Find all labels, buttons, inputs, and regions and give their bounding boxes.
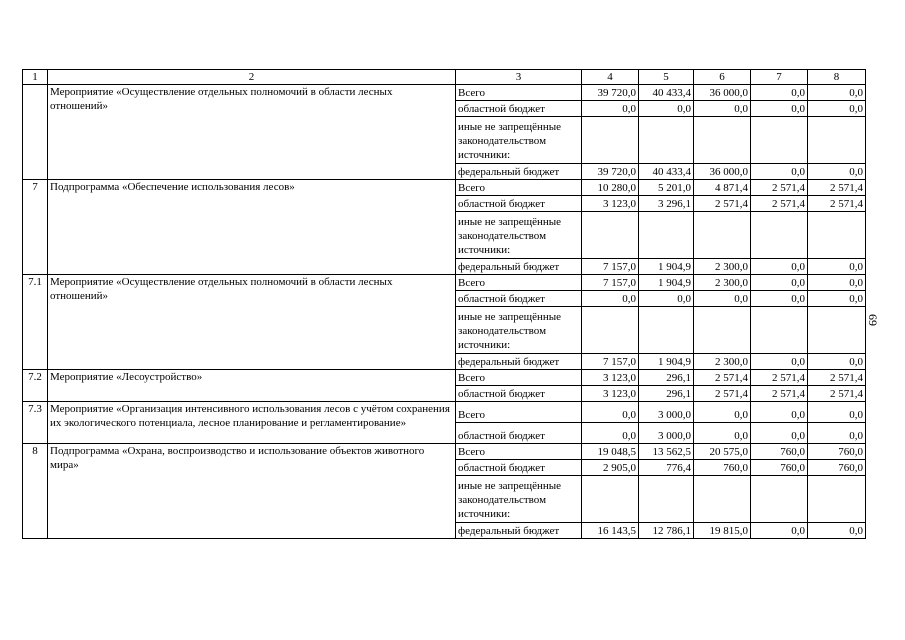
amount-cell: 0,0 — [808, 164, 866, 180]
amount-cell: 39 720,0 — [582, 164, 639, 180]
item-name: Подпрограмма «Обеспечение использования лесов» — [48, 180, 456, 275]
amount-cell — [808, 212, 866, 259]
amount-cell — [751, 307, 808, 354]
amount-cell: 0,0 — [751, 402, 808, 423]
amount-cell: 3 000,0 — [639, 423, 694, 444]
funding-source: Всего — [456, 444, 582, 460]
amount-cell: 0,0 — [751, 423, 808, 444]
budget-table — [22, 69, 866, 539]
amount-cell: 12 786,1 — [639, 523, 694, 539]
column-header: 4 — [582, 70, 639, 85]
amount-cell — [694, 212, 751, 259]
amount-cell: 2 571,4 — [808, 180, 866, 196]
funding-source: Всего — [456, 180, 582, 196]
amount-cell — [694, 307, 751, 354]
table-row — [23, 275, 866, 291]
amount-cell: 2 300,0 — [694, 275, 751, 291]
amount-cell: 10 280,0 — [582, 180, 639, 196]
amount-cell: 2 571,4 — [751, 196, 808, 212]
row-number: 8 — [23, 444, 48, 539]
item-name: Мероприятие «Организация интенсивного использования лесов с учётом сохранения их экологического потенциала, лесное планирование и регламентирование» — [48, 402, 456, 444]
amount-cell: 40 433,4 — [639, 164, 694, 180]
funding-source: Всего — [456, 275, 582, 291]
amount-cell: 776,4 — [639, 460, 694, 476]
funding-source: Всего — [456, 370, 582, 386]
amount-cell: 2 571,4 — [751, 370, 808, 386]
amount-cell: 2 571,4 — [751, 180, 808, 196]
column-header: 8 — [808, 70, 866, 85]
column-header: 1 — [23, 70, 48, 85]
amount-cell: 3 123,0 — [582, 386, 639, 402]
header-row — [23, 70, 866, 85]
table-row — [23, 370, 866, 386]
amount-cell: 40 433,4 — [639, 85, 694, 101]
amount-cell: 0,0 — [808, 402, 866, 423]
funding-source: областной бюджет — [456, 196, 582, 212]
column-header: 7 — [751, 70, 808, 85]
amount-cell: 2 571,4 — [751, 386, 808, 402]
column-header: 5 — [639, 70, 694, 85]
amount-cell: 13 562,5 — [639, 444, 694, 460]
funding-source: федеральный бюджет — [456, 354, 582, 370]
funding-source: иные не запрещённые законодательством источники: — [456, 117, 582, 164]
amount-cell: 1 904,9 — [639, 354, 694, 370]
amount-cell: 0,0 — [808, 423, 866, 444]
amount-cell: 7 157,0 — [582, 354, 639, 370]
funding-source: иные не запрещённые законодательством источники: — [456, 476, 582, 523]
amount-cell: 0,0 — [751, 101, 808, 117]
funding-source: областной бюджет — [456, 291, 582, 307]
amount-cell: 0,0 — [582, 291, 639, 307]
funding-source: областной бюджет — [456, 101, 582, 117]
table-body — [23, 70, 866, 539]
funding-source: областной бюджет — [456, 423, 582, 444]
amount-cell: 760,0 — [694, 460, 751, 476]
amount-cell: 0,0 — [582, 402, 639, 423]
amount-cell: 2 905,0 — [582, 460, 639, 476]
amount-cell — [751, 212, 808, 259]
amount-cell: 20 575,0 — [694, 444, 751, 460]
funding-source: иные не запрещённые законодательством источники: — [456, 212, 582, 259]
row-number — [23, 85, 48, 180]
amount-cell: 3 123,0 — [582, 370, 639, 386]
amount-cell: 2 571,4 — [808, 370, 866, 386]
table-row — [23, 85, 866, 101]
column-header: 6 — [694, 70, 751, 85]
amount-cell: 0,0 — [808, 259, 866, 275]
amount-cell: 0,0 — [751, 85, 808, 101]
amount-cell: 0,0 — [808, 354, 866, 370]
amount-cell — [808, 307, 866, 354]
amount-cell — [694, 476, 751, 523]
amount-cell: 36 000,0 — [694, 85, 751, 101]
amount-cell: 0,0 — [639, 101, 694, 117]
amount-cell: 36 000,0 — [694, 164, 751, 180]
funding-source: федеральный бюджет — [456, 164, 582, 180]
table-row — [23, 444, 866, 460]
amount-cell: 296,1 — [639, 370, 694, 386]
amount-cell — [751, 117, 808, 164]
amount-cell: 2 571,4 — [694, 386, 751, 402]
row-number: 7.1 — [23, 275, 48, 370]
amount-cell: 0,0 — [751, 523, 808, 539]
amount-cell: 2 571,4 — [694, 370, 751, 386]
row-number: 7 — [23, 180, 48, 275]
amount-cell: 3 123,0 — [582, 196, 639, 212]
amount-cell — [639, 476, 694, 523]
amount-cell: 2 571,4 — [808, 386, 866, 402]
amount-cell: 16 143,5 — [582, 523, 639, 539]
amount-cell: 39 720,0 — [582, 85, 639, 101]
amount-cell: 0,0 — [808, 101, 866, 117]
amount-cell — [582, 212, 639, 259]
amount-cell: 2 300,0 — [694, 259, 751, 275]
amount-cell: 0,0 — [808, 85, 866, 101]
item-name: Мероприятие «Осуществление отдельных полномочий в области лесных отношений» — [48, 85, 456, 180]
amount-cell: 4 871,4 — [694, 180, 751, 196]
amount-cell: 296,1 — [639, 386, 694, 402]
amount-cell: 1 904,9 — [639, 259, 694, 275]
funding-source: Всего — [456, 402, 582, 423]
amount-cell — [639, 117, 694, 164]
amount-cell: 0,0 — [751, 275, 808, 291]
page-number: 69 — [866, 314, 880, 326]
table-row — [23, 402, 866, 423]
amount-cell: 0,0 — [808, 523, 866, 539]
amount-cell: 0,0 — [694, 101, 751, 117]
funding-source: федеральный бюджет — [456, 259, 582, 275]
amount-cell: 19 815,0 — [694, 523, 751, 539]
amount-cell: 1 904,9 — [639, 275, 694, 291]
amount-cell: 19 048,5 — [582, 444, 639, 460]
item-name: Подпрограмма «Охрана, воспроизводство и использование объектов животного мира» — [48, 444, 456, 539]
funding-source: областной бюджет — [456, 386, 582, 402]
item-name: Мероприятие «Лесоустройство» — [48, 370, 456, 402]
amount-cell: 7 157,0 — [582, 259, 639, 275]
table-row — [23, 180, 866, 196]
amount-cell — [582, 117, 639, 164]
column-header: 3 — [456, 70, 582, 85]
amount-cell — [639, 212, 694, 259]
amount-cell: 760,0 — [751, 460, 808, 476]
amount-cell: 760,0 — [808, 460, 866, 476]
amount-cell — [582, 476, 639, 523]
amount-cell — [808, 476, 866, 523]
funding-source: областной бюджет — [456, 460, 582, 476]
amount-cell: 0,0 — [751, 291, 808, 307]
amount-cell: 760,0 — [751, 444, 808, 460]
amount-cell — [751, 476, 808, 523]
amount-cell: 2 571,4 — [694, 196, 751, 212]
funding-source: Всего — [456, 85, 582, 101]
funding-source: федеральный бюджет — [456, 523, 582, 539]
funding-source: иные не запрещённые законодательством источники: — [456, 307, 582, 354]
row-number: 7.3 — [23, 402, 48, 444]
amount-cell: 0,0 — [694, 291, 751, 307]
amount-cell: 0,0 — [694, 402, 751, 423]
amount-cell: 760,0 — [808, 444, 866, 460]
amount-cell: 0,0 — [808, 291, 866, 307]
amount-cell: 5 201,0 — [639, 180, 694, 196]
amount-cell: 0,0 — [582, 423, 639, 444]
row-number: 7.2 — [23, 370, 48, 402]
amount-cell: 0,0 — [751, 164, 808, 180]
amount-cell: 0,0 — [582, 101, 639, 117]
item-name: Мероприятие «Осуществление отдельных полномочий в области лесных отношений» — [48, 275, 456, 370]
amount-cell: 0,0 — [751, 354, 808, 370]
amount-cell — [639, 307, 694, 354]
column-header: 2 — [48, 70, 456, 85]
amount-cell — [808, 117, 866, 164]
amount-cell: 3 296,1 — [639, 196, 694, 212]
amount-cell: 0,0 — [808, 275, 866, 291]
amount-cell: 3 000,0 — [639, 402, 694, 423]
amount-cell: 0,0 — [694, 423, 751, 444]
amount-cell: 7 157,0 — [582, 275, 639, 291]
amount-cell: 2 571,4 — [808, 196, 866, 212]
amount-cell: 0,0 — [751, 259, 808, 275]
amount-cell — [582, 307, 639, 354]
amount-cell — [694, 117, 751, 164]
amount-cell: 0,0 — [639, 291, 694, 307]
amount-cell: 2 300,0 — [694, 354, 751, 370]
